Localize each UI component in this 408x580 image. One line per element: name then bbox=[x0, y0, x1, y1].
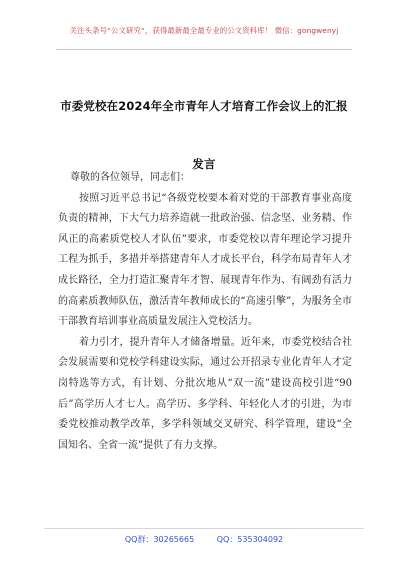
header-divider bbox=[56, 49, 352, 50]
banner-notice: 关注头条号“公文研究”，获得最新最全最专业的公文资料库！ 微信：gongwenyj bbox=[69, 26, 339, 35]
top-banner bbox=[0, 0, 408, 52]
paragraph-1: 按照习近平总书记“各级党校要本着对党的干部教育事业高度负责的精神，下大气力培养造就一批政治强、信念坚、业务精、作风正的高素质党校人才队伍”要求，市委党校以青年理论学习提升工程为抓手，多措并举搭建青年人才成长平台，科学布局青年人才成长路径，全力打造汇聚青年才智、展现青年作为、有阔劲有活力的高素质教师队伍，激活青年教师成长的“高速引擎”，为服务全市干部教育培训事业高质量发展注入党校活力。 bbox=[58, 192, 352, 328]
document-body bbox=[58, 168, 352, 456]
document-title: 市委党校在2024年全市青年人才培育工作会议上的汇报发言 bbox=[60, 99, 348, 171]
footer-divider bbox=[44, 528, 364, 529]
footer-contacts bbox=[0, 534, 408, 545]
paragraph-2: 着力引才，提升青年人才储备增量。近年来，市委党校结合社会发展需要和党校学科建设实际，通过公开招录专业化青年人才定岗特选等方式，有计划、分批次地从“双一流”建设高校引进“90后”高学历人才七人。高学历、多学科、年轻化人才的引进，为市委党校推动教学改革，多学科领域交叉研究、科学管理，建设“全国知名、全省一流”提供了有力支撑。 bbox=[58, 336, 352, 451]
qq-contact: QQ：535304092 bbox=[216, 535, 284, 544]
qq-group-contact: QQ群：30265665 bbox=[124, 535, 195, 544]
greeting: 尊敬的各位领导，同志们： bbox=[70, 172, 190, 183]
